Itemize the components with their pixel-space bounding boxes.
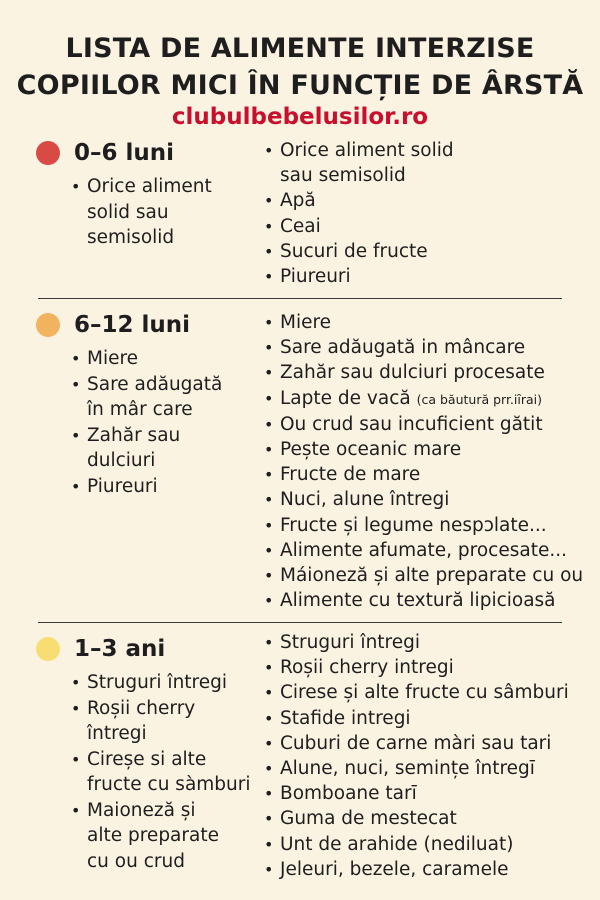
yellow-dot-icon	[36, 637, 60, 661]
list-item: • Alune, nuci, semințe întregī	[280, 756, 595, 781]
list-item: • Ou crud sau incuficient gătit	[280, 412, 595, 437]
list-item: • Cireșe si alte fructe cu sàmburi	[87, 747, 252, 798]
orange-dot-icon	[36, 313, 60, 337]
list-item: • Stafide intregi	[280, 706, 595, 731]
summary-list	[87, 346, 257, 499]
list-item: • Orice aliment solid sau semisolid	[87, 174, 222, 251]
list-item: • Fructe de mare	[280, 462, 595, 487]
list-item: • Nuci, alune întregi	[280, 487, 595, 512]
list-item: • Cirese și alte fructe cu sâmburi	[280, 680, 595, 705]
item-text: Lapte de vacă	[280, 387, 411, 409]
red-dot-icon	[36, 141, 60, 165]
list-item: • Sare adăugată în mâr care	[87, 372, 227, 423]
age-label: 6–12 luni	[74, 312, 191, 338]
list-item: • Zahăr sau dulciuri procesate	[280, 360, 595, 385]
list-item: • Miere	[280, 310, 595, 335]
divider	[38, 622, 562, 623]
title-line-1: LISTA DE ALIMENTE INTERZISE	[65, 33, 535, 64]
list-item: • Piureuri	[280, 264, 595, 289]
detail-list	[280, 310, 595, 613]
list-item: • Orice aliment solid sau semisolid	[280, 138, 480, 188]
list-item: • Máioneză și alte preparate cu ou	[280, 563, 595, 588]
list-item: • Cuburi de carne màri sau tari	[280, 731, 595, 756]
list-item: • Alimente afumate, procesate...	[280, 538, 595, 563]
list-item: • Struguri întregi	[87, 670, 257, 696]
list-item: • Piureuri	[87, 474, 257, 500]
list-item: • Apă	[280, 188, 595, 213]
age-heading	[36, 636, 165, 662]
age-label: 1–3 ani	[74, 636, 166, 662]
age-heading	[36, 140, 174, 166]
list-item: • Zahăr sau dulciuri	[87, 423, 197, 474]
list-item: • Sare adăugată in mâncare	[280, 335, 595, 360]
summary-list	[87, 174, 257, 251]
list-item: • Unt de arahide (nediluat)	[280, 832, 595, 857]
list-item: • Struguri întregi	[280, 630, 595, 655]
list-item: • Pește oceanic mare	[280, 437, 595, 462]
list-item: • Bomboane tarī	[280, 781, 595, 806]
list-item: • Ceai	[280, 214, 595, 239]
age-heading	[36, 312, 190, 338]
list-item: • Maioneză și alte preparate cu ou crud	[87, 798, 227, 875]
divider	[38, 298, 562, 299]
site-name: clubulbebelusilor.ro	[171, 104, 429, 130]
list-item	[280, 386, 595, 412]
item-note: (ca băutură prr.iȋrai)	[416, 391, 543, 407]
detail-list	[280, 630, 595, 882]
detail-list	[280, 138, 595, 289]
list-item: • Sucuri de fructe	[280, 239, 595, 264]
title-line-2: COPIILOR MICI ÎN FUNCȚIE DE ÂRSTĂ	[16, 70, 584, 101]
list-item: • Roșii cherry intregi	[280, 655, 595, 680]
age-label: 0–6 luni	[74, 140, 175, 166]
list-item: • Miere	[87, 346, 257, 372]
list-item: • Roșii cherry întregi	[87, 696, 207, 747]
list-item: • Fructe și legume nespɔlate...	[280, 513, 595, 538]
summary-list	[87, 670, 257, 874]
list-item: • Jeleuri, bezele, caramele	[280, 857, 595, 882]
list-item: • Guma de mestecat	[280, 806, 595, 831]
list-item: • Alimente cu textură lipicioasă	[280, 588, 595, 613]
page-title	[0, 30, 600, 104]
